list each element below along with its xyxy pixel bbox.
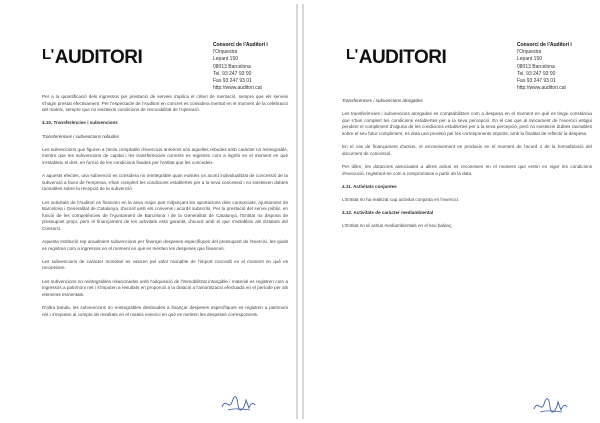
address-name: Consorci de l'Auditori i xyxy=(213,42,268,48)
signature-icon xyxy=(532,395,568,415)
address-block xyxy=(517,42,597,92)
body-paragraph: A aquests efectes, una subvenció es considera no reintegrable quan existeix un acord individualitzat de concessió de la subvenció a favor de l'empresa, s'han complert les condicions establertes per a la seva concessió i no existeixen dubtes raonables sobre la recepció de la subvenció. xyxy=(42,173,288,192)
address-line: 08013 Barcelona xyxy=(517,63,555,70)
body-paragraph: Per últim, les dotacions associades a altres actius es reconeixen en el moment que entrin en vigor les condicions d'execució, registrant-se com a compromisos a partir de la data. xyxy=(342,163,592,176)
signature-icon xyxy=(220,393,256,413)
body-paragraph: D'altra banda, les subvencions no reintegrables destinades a finançar despeses específiques es registren a patrimoni net i s'imputen al compte de resultats en el mateix exercici en què es meriten les despeses corresponents. xyxy=(42,305,288,317)
section-subheading: Transferències i subvencions rebudes xyxy=(42,133,120,139)
logo-text: AUDITORI xyxy=(358,47,447,68)
page-edge-line xyxy=(296,4,298,419)
address-name: Consorci de l'Auditori i xyxy=(517,42,572,48)
body-paragraph: Aquesta Institució rep anualment subvencions per finançar despeses específiques del pressupost de l'exercici, les quals es registren com a ingressos en el moment en què es meriten les despeses que financen. xyxy=(42,239,288,251)
body-paragraph: Les transferències i subvencions atorgades es comptabilitzen com a despesa en el moment en què es tingui constància que s'han complert les condicions establertes per a la seva percepció. En el cas que al tancament de l'exercici estigui pendent el compliment d'alguna de les condicions establertes per a la seva percepció, però no existeixin dubtes raonables sobre el seu futur compliment, es dota una provisió per les corresponents imports, amb la finalitat de reflectir la despesa. xyxy=(342,111,592,136)
body-paragraph: L'Entitat no té actius mediambientals en el seu balanç. xyxy=(342,223,453,229)
address-line: 08013 Barcelona xyxy=(213,63,251,70)
address-line: Fax 93 247 93 01 xyxy=(517,78,556,85)
auditori-logo xyxy=(346,46,446,69)
body-paragraph: L'Entitat no ha realitzat cap activitat conjunta en l'exercici. xyxy=(342,196,460,202)
section-heading: 4.12. Activitats de caràcter mediambiental xyxy=(342,210,434,216)
address-line: l'Orquestra xyxy=(517,49,542,56)
body-paragraph: Per a la quantificació dels ingressos per prestació de serveis s'aplica el criteri de meritació, sempre que els serveis s'hagin prestat efectivament. Per l'espectacle de l'Auditori en concret es considera meritat en el moment de la celebració del mateix, sempre que no existeixin condicions de revocabilitat de l'operació. xyxy=(42,94,288,113)
address-line: Tel. 93 247 93 00 xyxy=(213,70,252,77)
page-edge-line xyxy=(302,4,304,419)
address-block xyxy=(213,42,293,92)
address-line: Tel. 93 247 93 00 xyxy=(517,70,556,77)
body-paragraph: Les subvencions de caràcter monetari es valoren pel valor raonable de l'import concedit en el moment en què es reconeixen. xyxy=(42,258,288,271)
logo-mark-icon: L' xyxy=(42,46,54,63)
body-paragraph: En el cas de finançament d'actius, el reconeixement es produeix en el moment de l'acord o de la formalització del document de concessió. xyxy=(342,144,592,156)
body-paragraph: Les subvencions que figuren a l'actiu comptable d'exercicis anteriors són aquelles rebudes amb caràcter no reintegrable, mentre que les subvencions de capital i les transferències corrents es registren com a ingrés en el moment en què s'estableix el dret, en funció de les condicions fixades per l'entitat que les concedeix. xyxy=(42,146,288,165)
body-paragraph: Les activitats de l'Auditori es financen en la seva major part mitjançant les aportacions dels consorciats, Ajuntament de Barcelona i Generalitat de Catalunya, d'acord amb els convenis i acords subscrits. Per la prestació del servei públic, en funció de les competències de l'Ajuntament de Barcelona i de la Generalitat de Catalunya, l'Entitat no disposa de pressupost propi, però el finançament de les activitats està garantit, d'acord amb el que s'estableix als Estatuts del Consorci. xyxy=(42,199,288,231)
document-body xyxy=(342,98,592,236)
section-heading: 4.11. Activitats conjuntes xyxy=(342,183,397,189)
document-body xyxy=(42,94,288,325)
logo-mark-icon: L' xyxy=(346,46,358,63)
address-line: l'Orquestra xyxy=(213,49,238,56)
logo-text: AUDITORI xyxy=(54,47,143,68)
address-line: Lepant 150 xyxy=(517,56,543,63)
document-page-left xyxy=(2,4,294,419)
section-subheading: Transferències i subvencions atorgades xyxy=(342,98,423,103)
document-page-right xyxy=(306,4,598,419)
body-paragraph: Les subvencions no reintegrables relacionades amb l'adquisició de l'immobilitzat intangible i material es registren com a ingressos a patrimoni net i s'imputen a resultats en proporció a la dotació a l'amortització efectuada en el període per als elements esmentats. xyxy=(42,278,288,297)
auditori-logo xyxy=(42,46,142,69)
address-line: http://www.auditori.cat xyxy=(517,85,566,92)
section-heading: 4.10. Transferències i subvencions xyxy=(42,120,118,126)
address-line: Fax 93 247 93 01 xyxy=(213,78,252,85)
address-line: http://www.auditori.cat xyxy=(213,85,262,92)
address-line: Lepant 150 xyxy=(213,56,239,63)
